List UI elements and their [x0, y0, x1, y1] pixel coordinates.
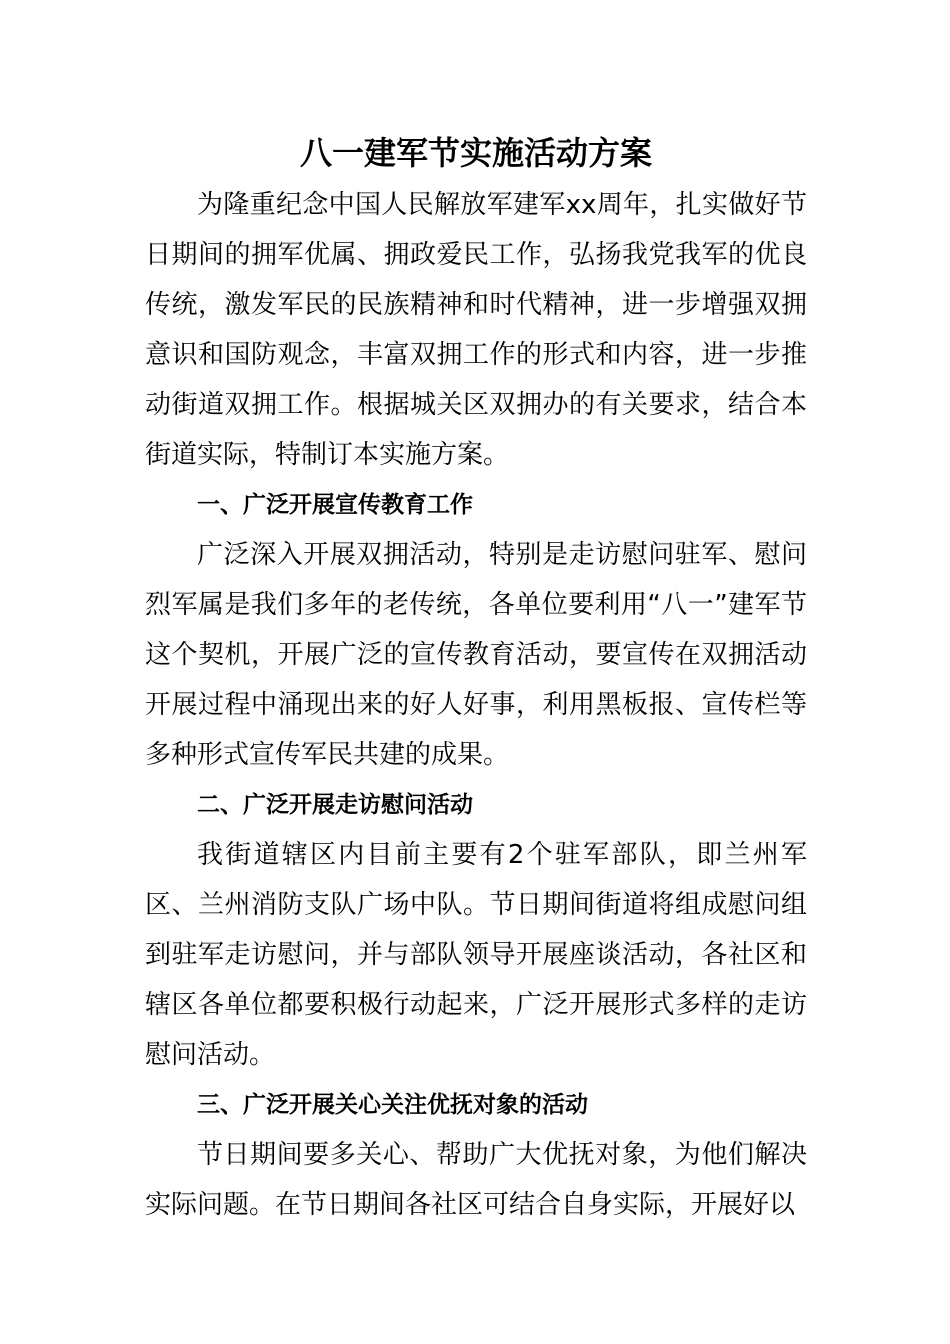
- section-2-body: 我街道辖区内目前主要有2个驻军部队，即兰州军区、兰州消防支队广场中队。节日期间街道将组成慰问组到驻军走访慰问，并与部队领导开展座谈活动，各社区和辖区各单位都要积极行动起来，广泛开展形式多样的走访慰问活动。: [145, 840, 807, 1070]
- section-1-body: 广泛深入开展双拥活动，特别是走访慰问驻军、慰问烈军属是我们多年的老传统，各单位要利用“八一”建军节这个契机，开展广泛的宣传教育活动，要宣传在双拥活动开展过程中涌现出来的好人好事，利用黑板报、宣传栏等多种形式宣传军民共建的成果。: [145, 540, 807, 770]
- section-2-heading: 二、广泛开展走访慰问活动: [197, 792, 473, 818]
- intro-paragraph: 为隆重纪念中国人民解放军建军xx周年，扎实做好节日期间的拥军优属、拥政爱民工作，弘扬我党我军的优良传统，激发军民的民族精神和时代精神，进一步增强双拥意识和国防观念，丰富双拥工作的形式和内容，进一步推动街道双拥工作。根据城关区双拥办的有关要求，结合本街道实际，特制订本实施方案。: [145, 190, 807, 470]
- document-title: 八一建军节实施活动方案: [299, 134, 652, 172]
- section-3-heading: 三、广泛开展关心关注优抚对象的活动: [197, 1092, 588, 1118]
- section-1-heading: 一、广泛开展宣传教育工作: [197, 492, 473, 518]
- document-page: [145, 126, 807, 1230]
- section-3-body: 节日期间要多关心、帮助广大优抚对象，为他们解决实际问题。在节日期间各社区可结合自身实际，开展好以: [145, 1140, 807, 1220]
